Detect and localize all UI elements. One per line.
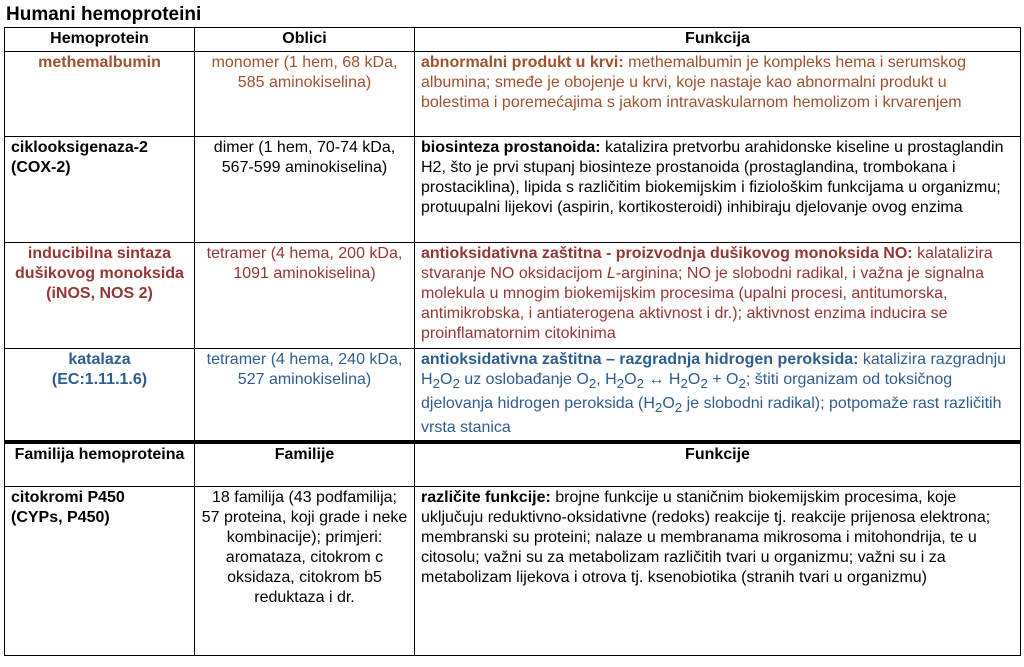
function-text: ↔ H xyxy=(644,371,681,388)
subscript: 2 xyxy=(674,400,683,416)
subscript: 2 xyxy=(452,376,460,392)
protein-name-line2: (CYPs, P450) xyxy=(11,508,110,526)
protein-name: methemalbumin xyxy=(5,52,195,137)
function-text: methemalbumin je kompleks hema i serumskog albumina; smeđe je obojenje u krvi, koje nastaje kao abnormalni produkt u bolestima i poremećajima s jakom intravaskularnom hemolizom i krvarenjem xyxy=(421,54,967,111)
table-row xyxy=(5,349,1021,443)
function-heading: biosinteza prostanoida: xyxy=(421,139,601,156)
protein-name-line2: (EC:1.11.1.6) xyxy=(51,371,148,388)
function-heading: antioksidativna zaštitna - proizvodnja dušikovog monoksida NO: xyxy=(421,245,913,262)
table-row xyxy=(5,486,1021,655)
protein-function xyxy=(415,349,1021,443)
protein-form: tetramer (4 hema, 200 kDa, 1091 aminokiselina) xyxy=(195,243,415,349)
protein-name-line1: citokromi P450 xyxy=(11,488,125,506)
function-text: O xyxy=(687,371,701,388)
protein-function xyxy=(415,52,1021,137)
function-text: , H xyxy=(596,371,617,388)
function-text: O xyxy=(624,371,637,388)
page-title: Humani hemoproteini xyxy=(6,4,202,25)
table-header-row xyxy=(5,442,1021,486)
subscript: 2 xyxy=(636,376,645,392)
table-row xyxy=(5,137,1021,243)
protein-form: 18 familija (43 podfamilija; 57 proteina, koji grade i neke kombinacije); primjeri: aromataza, citokrom c oksidaza, citokrom b5 reduktaza i dr. xyxy=(195,486,415,655)
protein-name: inducibilna sintaza dušikovog monoksida (iNOS, NOS 2) xyxy=(5,243,195,349)
protein-name-line1: ciklooksigenaza-2 xyxy=(11,139,148,156)
function-heading: abnormalni produkt u krvi: xyxy=(421,54,624,71)
table-row xyxy=(5,243,1021,349)
function-text: ; štiti organizam od toksičnog djelovanja hidrogen peroksida (H xyxy=(421,371,953,413)
function-text: je slobodni radikal); potpomaže rast različitih vrsta stanica xyxy=(421,395,1002,437)
table-row xyxy=(5,52,1021,137)
function-italic: L xyxy=(606,265,616,282)
protein-form: tetramer (4 hema, 240 kDa, 527 aminokiselina) xyxy=(195,349,415,443)
subscript: 2 xyxy=(588,376,597,392)
subscript: 2 xyxy=(738,376,746,392)
column-header-funkcija: Funkcija xyxy=(415,28,1021,52)
column-header-familije: Familije xyxy=(195,442,415,486)
table-header-row xyxy=(5,28,1021,52)
protein-form: dimer (1 hem, 70-74 kDa, 567-599 aminokiselina) xyxy=(195,137,415,243)
protein-function xyxy=(415,137,1021,243)
protein-name xyxy=(5,486,195,655)
function-text: brojne funkcije u staničnim biokemijskim procesima, koje uključuju reduktivno-oksidativne (redoks) reakcije tj. reakcije prijenosa elektrona; membranski su proteini; nalaze u membranama mikrosoma i mitohondrija, te u citosolu; važni su za metabolizam različitih tvari u organizmu; važni su i za metabolizam lijekova i otrova tj. ksenobiotika (stranih tvari u organizmu) xyxy=(421,488,991,586)
function-heading: različite funkcije: xyxy=(421,488,551,506)
protein-function xyxy=(415,243,1021,349)
column-header-hemoprotein: Hemoprotein xyxy=(5,28,195,52)
hemoprotein-table xyxy=(4,27,1021,656)
function-text: uz oslobađanje O xyxy=(459,371,589,388)
column-header-familija-hemoproteina: Familija hemoproteina xyxy=(5,442,195,486)
column-header-oblici: Oblici xyxy=(195,28,415,52)
protein-form: monomer (1 hem, 68 kDa, 585 aminokiselina) xyxy=(195,52,415,137)
function-text: kalatalizira stvaranje NO oksidacijom xyxy=(421,245,993,282)
subscript: 2 xyxy=(432,376,440,392)
subscript: 2 xyxy=(654,400,663,416)
function-text: -arginina; NO je slobodni radikal, i važna je signalna molekula u mnogim biokemijskim procesima (upalni procesi, antitumorska, antimikrobska, i antiaterogena aktivnost i dr.); aktivnost enzima inducira se proinflamatornim citokinima xyxy=(421,265,984,342)
protein-name-line1: katalaza xyxy=(68,351,131,368)
function-text: katalizira pretvorbu arahidonske kiseline u prostaglandin H2, što je prvi stupanj biosinteze prostanoida (prostaglandina, trombokana i prostaciklina), lipida s različitim biokemijskim i fiziološkim funkcijama u organizmu; protuupalni lijekovi (aspirin, kortikosteroidi) inhibiraju djelovanje ovog enzima xyxy=(421,139,1004,216)
protein-function xyxy=(415,486,1021,655)
subscript: 2 xyxy=(700,376,708,392)
protein-name-line2: (COX-2) xyxy=(11,159,71,176)
subscript: 2 xyxy=(616,376,625,392)
subscript: 2 xyxy=(680,376,688,392)
function-text: O xyxy=(439,371,453,388)
function-text: + O xyxy=(707,371,739,388)
column-header-funkcije: Funkcije xyxy=(415,442,1021,486)
protein-name xyxy=(5,137,195,243)
function-heading: antioksidativna zaštitna – razgradnja hidrogen peroksida: xyxy=(421,351,859,368)
function-text: katalizira razgradnju H xyxy=(421,351,1007,388)
function-text: O xyxy=(662,395,675,413)
protein-name xyxy=(5,349,195,443)
